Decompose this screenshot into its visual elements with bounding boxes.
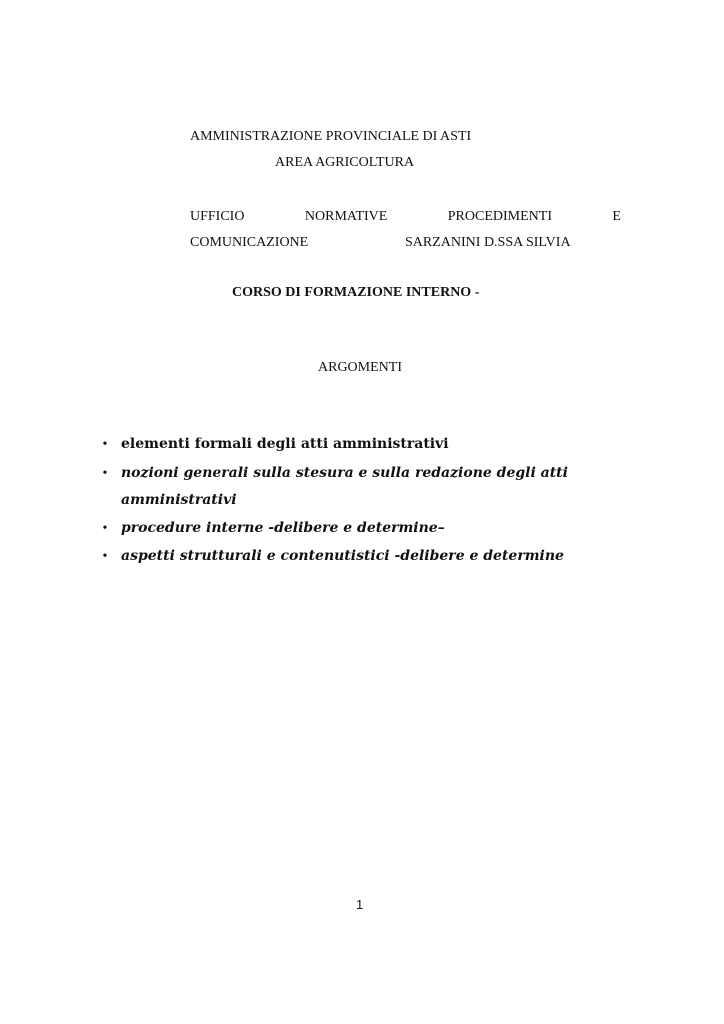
organization-heading: AMMINISTRAZIONE PROVINCIALE DI ASTI	[190, 129, 472, 144]
office-title-line	[190, 208, 621, 226]
office-word-normative: NORMATIVE	[304, 209, 388, 224]
office-contact-name: SARZANINI D.SSA SILVIA	[405, 235, 571, 250]
topic-text: nozioni generali sulla stesura e sulla redazione degli atti amministrativi	[121, 465, 568, 508]
page-number: 1	[356, 897, 364, 912]
office-communication: COMUNICAZIONE	[190, 235, 309, 250]
topics-heading: ARGOMENTI	[318, 360, 402, 375]
topic-text: elementi formali degli atti amministrativi	[121, 436, 449, 452]
office-word-ufficio: UFFICIO	[190, 209, 245, 224]
bullet-icon: •	[102, 521, 108, 536]
office-word-e: E	[612, 209, 621, 224]
bullet-icon: •	[102, 549, 108, 564]
bullet-icon: •	[102, 437, 108, 452]
course-title: CORSO DI FORMAZIONE INTERNO -	[232, 285, 480, 300]
topic-text: aspetti strutturali e contenutistici -delibere e determine	[121, 548, 564, 564]
bullet-icon: •	[102, 466, 108, 481]
office-word-procedimenti: PROCEDIMENTI	[447, 209, 552, 224]
topic-text: procedure interne -delibere e determine–	[121, 520, 445, 536]
department-heading: AREA AGRICOLTURA	[275, 155, 415, 170]
